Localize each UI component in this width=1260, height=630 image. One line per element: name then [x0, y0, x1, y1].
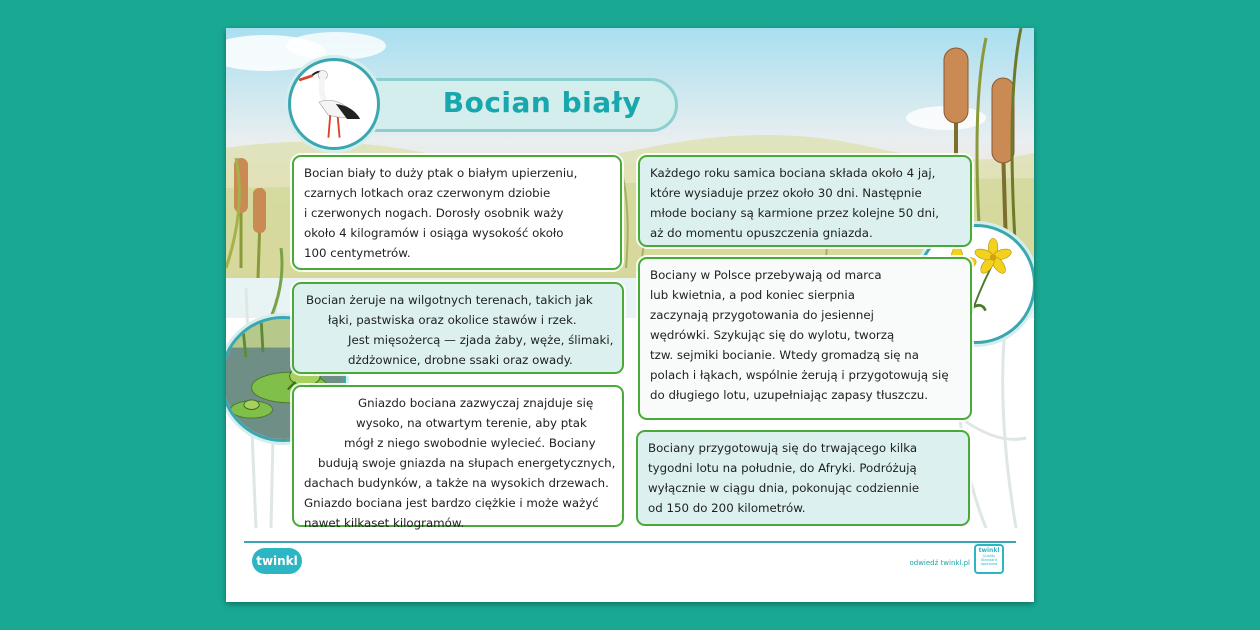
fact-sheet	[226, 28, 1034, 602]
visit-link[interactable]: odwiedź twinkl.pl	[909, 559, 970, 567]
text-line: aż do momentu opuszczenia gniazda.	[650, 226, 873, 240]
text-line: Bocian biały to duży ptak o białym upierzeniu,	[304, 166, 578, 180]
fact-box-eggs	[638, 155, 972, 247]
badge-logo: twinkl	[978, 547, 1000, 554]
text-line: dżdżownice, drobne ssaki oraz owady.	[348, 353, 573, 367]
text-line: dachach budynków, a także na wysokich drzewach.	[304, 476, 609, 490]
text-line: mógł z niego swobodnie wylecieć. Bociany	[344, 436, 596, 450]
fact-box-description	[292, 155, 622, 270]
badge-text: Quality Standard Approved	[980, 554, 998, 566]
stork-icon	[288, 58, 380, 150]
fact-box-diet	[292, 282, 624, 374]
text-line: Jest mięsożercą — zjada żaby, węże, ślimaki,	[348, 333, 614, 347]
page-title: Bocian biały	[442, 86, 642, 119]
text-line: od 150 do 200 kilometrów.	[648, 501, 806, 515]
text-line: które wysiaduje przez około 30 dni. Następnie	[650, 186, 922, 200]
text-line: czarnych lotkach oraz czerwonym dziobie	[304, 186, 551, 200]
text-line: lub kwietnia, a pod koniec sierpnia	[650, 288, 855, 302]
text-line: i czerwonych nogach. Dorosły osobnik waży	[304, 206, 564, 220]
text-line: łąki, pastwiska oraz okolice stawów i rzek.	[328, 313, 577, 327]
text-line: nawet kilkaset kilogramów.	[304, 516, 465, 530]
twinkl-logo: twinkl	[252, 548, 302, 574]
text-line: około 4 kilogramów i osiąga wysokość około	[304, 226, 564, 240]
text-line: tygodni lotu na południe, do Afryki. Podróżują	[648, 461, 917, 475]
text-line: tzw. sejmiki bocianie. Wtedy gromadzą się na	[650, 348, 919, 362]
text-line: Bocian żeruje na wilgotnych terenach, takich jak	[306, 293, 593, 307]
text-line: młode bociany są karmione przez kolejne 50 dni,	[650, 206, 939, 220]
fact-box-migration-prep	[638, 257, 972, 420]
footer-divider	[244, 541, 1016, 543]
text-line: zaczynają przygotowania do jesiennej	[650, 308, 874, 322]
text-line: wyłącznie w ciągu dnia, pokonując codziennie	[648, 481, 920, 495]
text-line: Gniazdo bociana zazwyczaj znajduje się	[358, 396, 594, 410]
text-line: do długiego lotu, uzupełniając zapasy tłuszczu.	[650, 388, 929, 402]
fact-box-nest	[292, 385, 624, 530]
text-line: wędrówki. Szykując się do wylotu, tworzą	[650, 328, 895, 342]
text-line: Gniazdo bociana jest bardzo ciężkie i może ważyć	[304, 496, 599, 510]
text-line: Każdego roku samica bociana składa około 4 jaj,	[650, 166, 936, 180]
text-line: Bociany w Polsce przebywają od marca	[650, 268, 882, 282]
text-line: wysoko, na otwartym terenie, aby ptak	[356, 416, 587, 430]
quality-badge-icon	[974, 544, 1004, 574]
fact-box-migration	[636, 430, 970, 526]
text-line: Bociany przygotowują się do trwającego kilka	[648, 441, 918, 455]
text-line: polach i łąkach, wspólnie żerują i przygotowują się	[650, 368, 949, 382]
text-line: 100 centymetrów.	[304, 246, 411, 260]
text-line: budują swoje gniazda na słupach energetycznych,	[318, 456, 616, 470]
